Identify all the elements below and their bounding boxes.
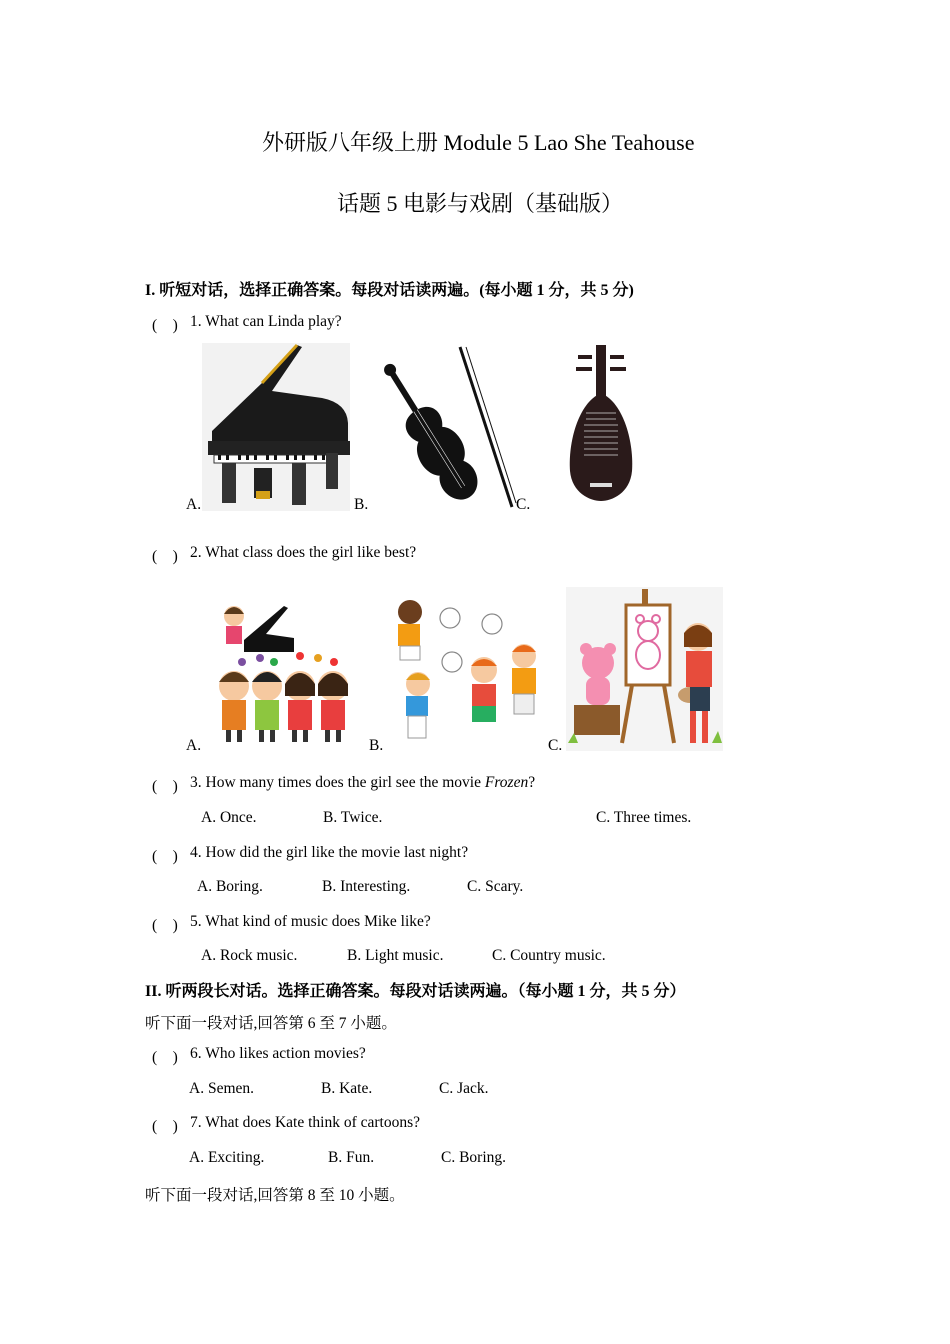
dialogue-2-intro: 听下面一段对话,回答第 8 至 10 小题。 <box>145 1187 405 1204</box>
option-7b[interactable]: B. Fun. <box>328 1149 375 1166</box>
option-4b[interactable]: B. Interesting. <box>322 878 411 895</box>
section-1-heading: I. 听短对话，选择正确答案。每段对话读两遍。(每小题 1 分，共 5 分) <box>145 282 634 299</box>
option-1b-label[interactable]: B. <box>354 496 369 513</box>
question-3-text: 3. How many times does the girl see the movie Frozen? <box>190 774 536 791</box>
dialogue-1-intro: 听下面一段对话,回答第 6 至 7 小题。 <box>145 1015 397 1032</box>
option-4a[interactable]: A. Boring. <box>197 878 263 895</box>
option-2a-label[interactable]: A. <box>186 737 202 754</box>
option-6a[interactable]: A. Semen. <box>189 1080 255 1097</box>
option-7c[interactable]: C. Boring. <box>441 1149 507 1166</box>
option-3a[interactable]: A. Once. <box>201 809 257 826</box>
answer-bracket[interactable]: ( ) <box>152 317 178 334</box>
option-1a-label[interactable]: A. <box>186 496 202 513</box>
answer-bracket[interactable]: ( ) <box>152 1118 178 1135</box>
option-2b-label[interactable]: B. <box>369 737 384 754</box>
option-5a[interactable]: A. Rock music. <box>201 947 298 964</box>
answer-bracket[interactable]: ( ) <box>152 917 178 934</box>
question-2-text: 2. What class does the girl like best? <box>190 544 417 561</box>
option-2c-label[interactable]: C. <box>548 737 563 754</box>
page-title: 外研版八年级上册 Module 5 Lao She Teahouse <box>262 130 695 155</box>
option-3b[interactable]: B. Twice. <box>323 809 383 826</box>
violin-image[interactable] <box>372 343 520 511</box>
answer-bracket[interactable]: ( ) <box>152 778 178 795</box>
option-7a[interactable]: A. Exciting. <box>189 1149 265 1166</box>
section-2-heading: II. 听两段长对话。选择正确答案。每段对话读两遍。（每小题 1 分，共 5 分） <box>145 983 686 1000</box>
music-class-image[interactable] <box>214 600 356 744</box>
answer-bracket[interactable]: ( ) <box>152 848 178 865</box>
question-4-text: 4. How did the girl like the movie last night? <box>190 844 469 861</box>
answer-bracket[interactable]: ( ) <box>152 1049 178 1066</box>
question-6-text: 6. Who likes action movies? <box>190 1045 366 1062</box>
art-class-image[interactable] <box>566 587 723 751</box>
option-6b[interactable]: B. Kate. <box>321 1080 373 1097</box>
option-5b[interactable]: B. Light music. <box>347 947 444 964</box>
option-4c[interactable]: C. Scary. <box>467 878 524 895</box>
volleyball-class-image[interactable] <box>388 596 544 750</box>
question-5-text: 5. What kind of music does Mike like? <box>190 913 431 930</box>
question-7-text: 7. What does Kate think of cartoons? <box>190 1114 420 1131</box>
piano-image[interactable] <box>202 343 350 511</box>
pipa-image[interactable] <box>560 343 640 503</box>
answer-bracket[interactable]: ( ) <box>152 548 178 565</box>
option-1c-label[interactable]: C. <box>516 496 531 513</box>
question-1-text: 1. What can Linda play? <box>190 313 342 330</box>
page-subtitle: 话题 5 电影与戏剧（基础版） <box>337 191 624 216</box>
option-3c[interactable]: C. Three times. <box>596 809 692 826</box>
option-5c[interactable]: C. Country music. <box>492 947 606 964</box>
option-6c[interactable]: C. Jack. <box>439 1080 489 1097</box>
